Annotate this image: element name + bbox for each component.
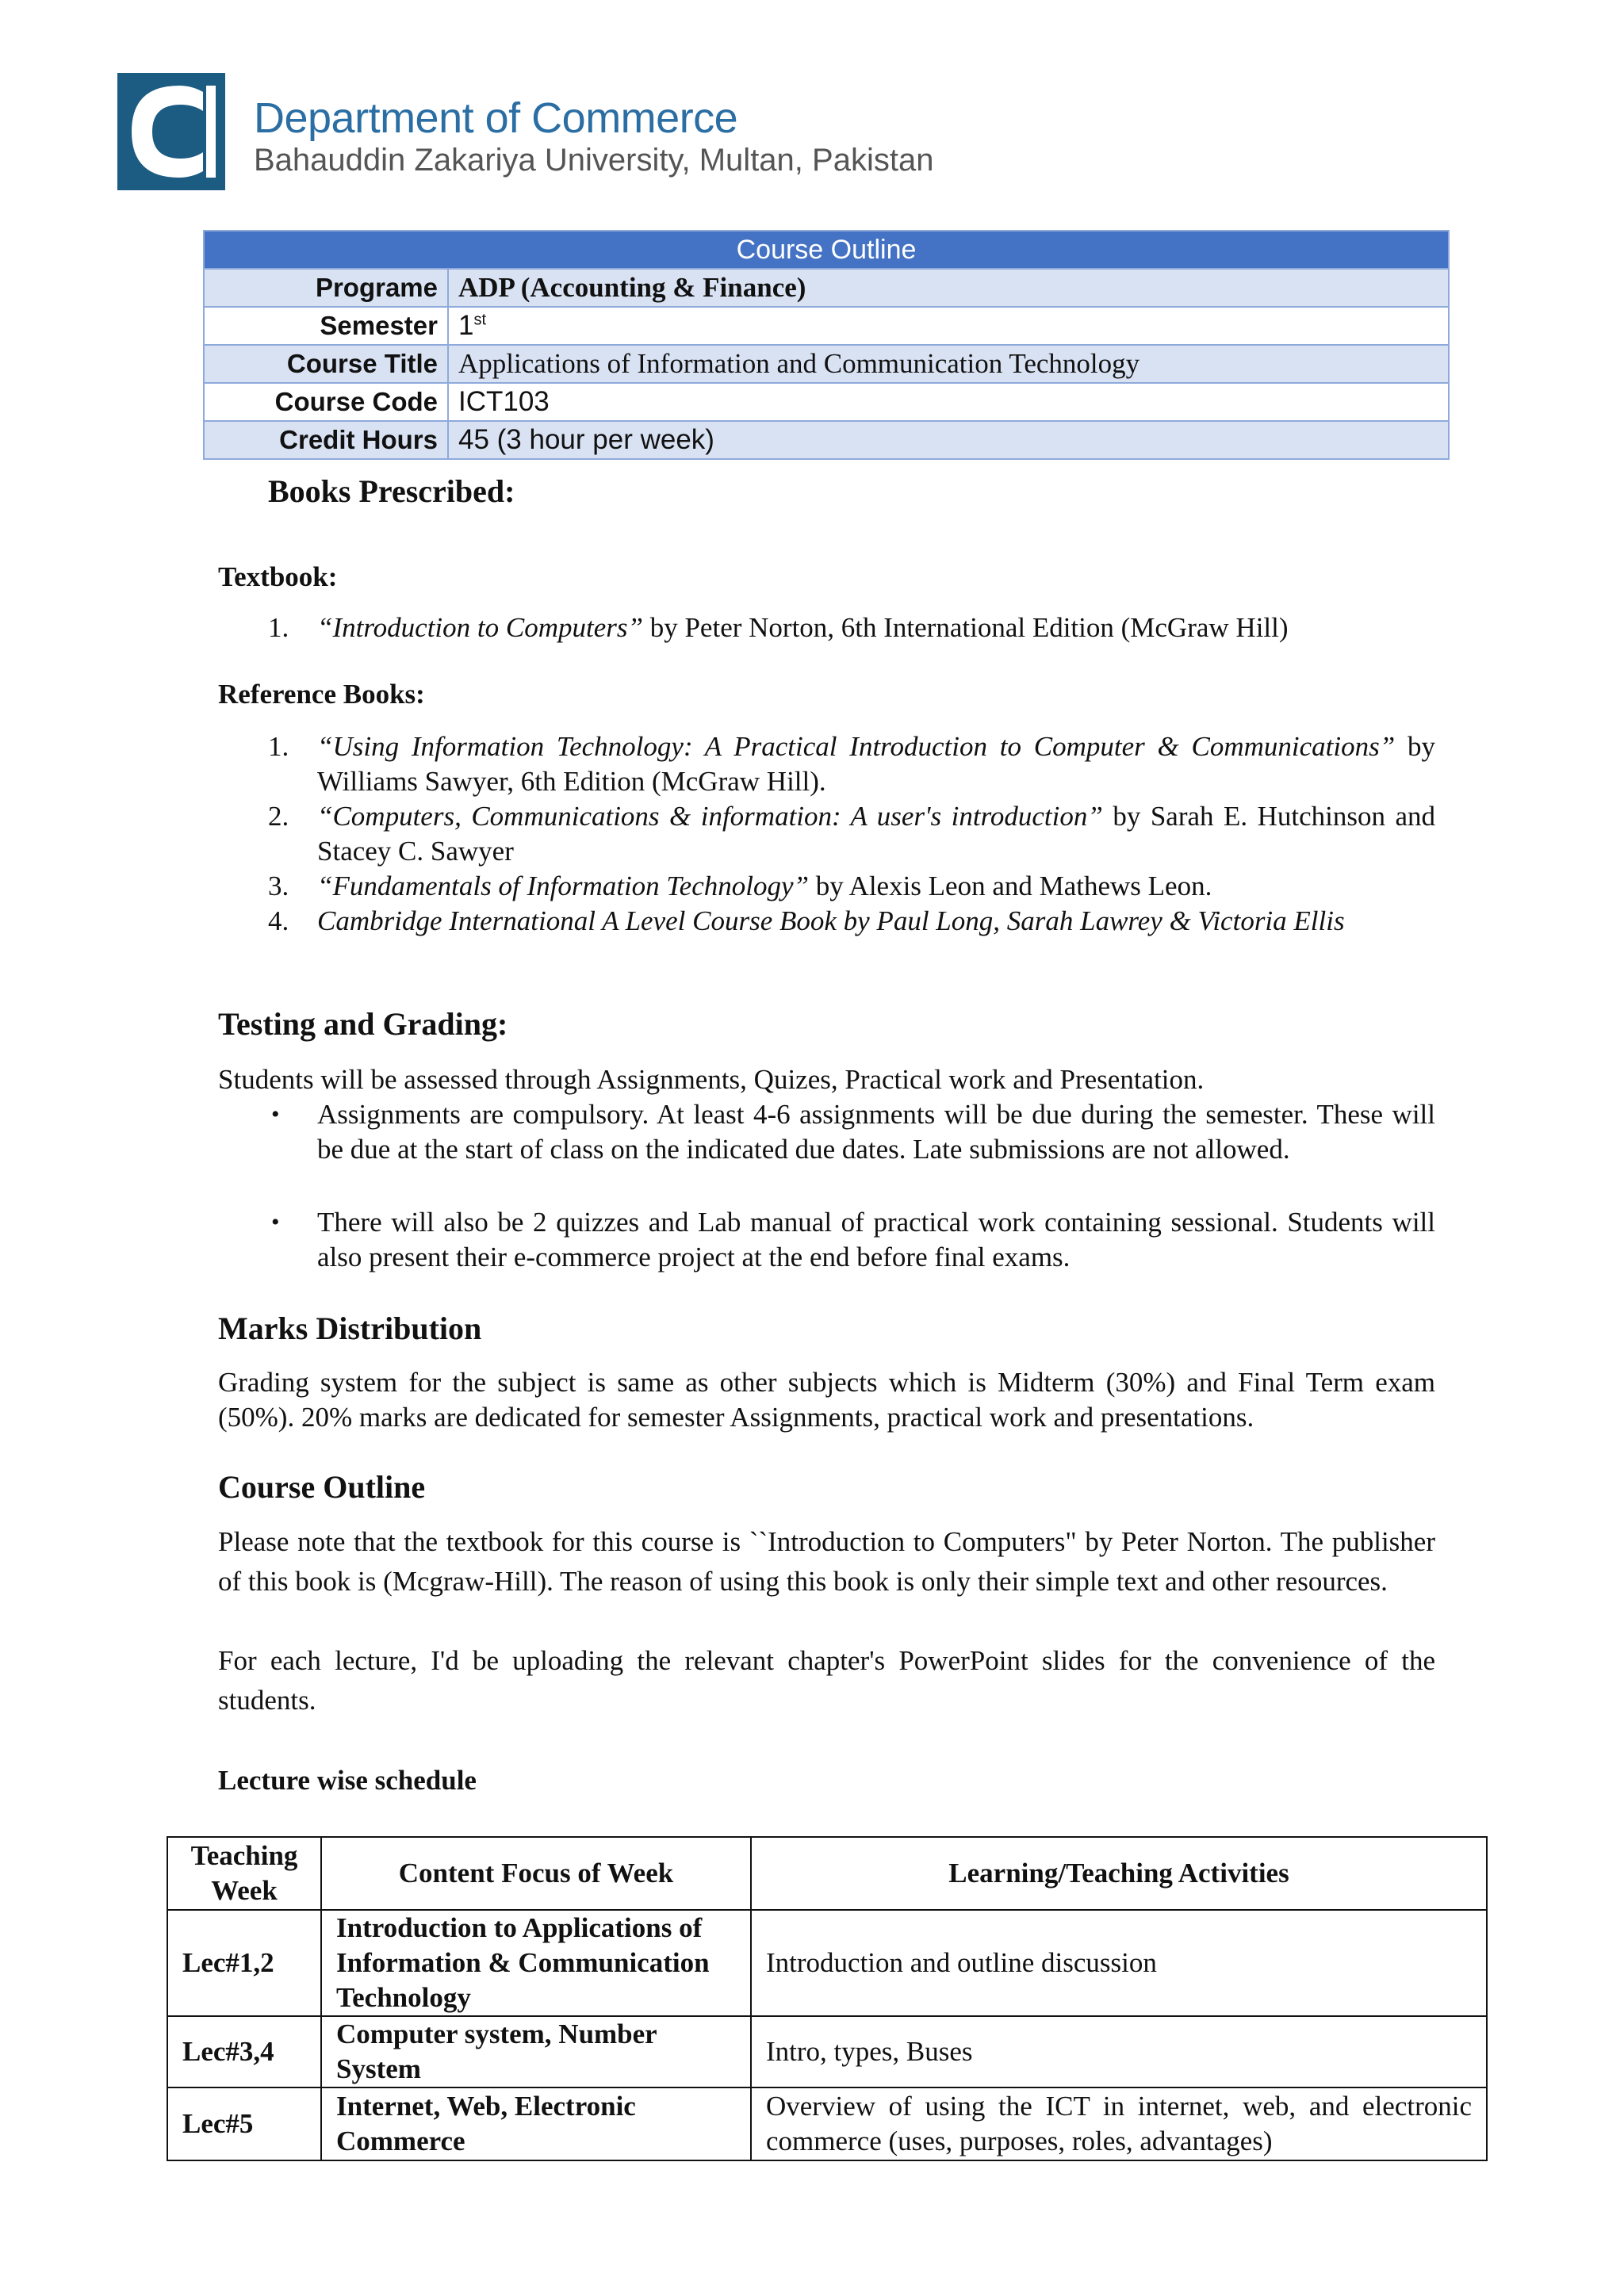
books-heading: Books Prescribed: xyxy=(268,473,515,509)
column-header-activities: Learning/Teaching Activities xyxy=(751,1837,1487,1910)
course-info-table xyxy=(203,230,1450,460)
course-code-value: ICT103 xyxy=(448,383,1449,421)
semester-value: 1st xyxy=(448,307,1449,345)
credit-hours-value: 45 (3 hour per week) xyxy=(448,421,1449,459)
list-item: 1. “Using Information Technology: A Practical Introduction to Computer & Communications” by Williams Sawyer, 6th Edition (McGraw Hill). xyxy=(268,731,1435,797)
department-name: Department of Commerce xyxy=(254,94,738,142)
list-item: 4. Cambridge International A Level Course Book by Paul Long, Sarah Lawrey & Victoria Ellis xyxy=(268,905,1345,936)
focus-cell: Introduction to Applications of Information & Communication Technology xyxy=(321,1910,751,2016)
semester-label: Semester xyxy=(204,307,448,345)
activity-cell: Overview of using the ICT in internet, web, and electronic commerce (uses, purposes, roles, advantages) xyxy=(751,2087,1487,2160)
textbook-heading: Textbook: xyxy=(218,561,338,592)
list-item: • Assignments are compulsory. At least 4-6 assignments will be due during the semester. These will be due at the start of class on the indicated due dates. Late submissions are not allowed. xyxy=(271,1099,1435,1165)
marks-text: Grading system for the subject is same as other subjects which is Midterm (30%) and Final Term exam (50%). 20% marks are dedicated for semester Assignments, practical work and presentations. xyxy=(218,1367,1435,1433)
university-name: Bahauddin Zakariya University, Multan, Pakistan xyxy=(254,143,934,178)
table-row xyxy=(204,421,1449,459)
schedule-table xyxy=(167,1836,1488,2161)
letter-c-logo-icon xyxy=(117,73,225,190)
course-code-label: Course Code xyxy=(204,383,448,421)
list-item: 1. “Introduction to Computers” by Peter Norton, 6th International Edition (McGraw Hill) xyxy=(268,612,1289,643)
list-item: • There will also be 2 quizzes and Lab manual of practical work containing sessional. Students will also present their e-commerce project at the end before final exams. xyxy=(271,1207,1435,1272)
bullet-icon: • xyxy=(271,1209,280,1235)
list-item: 3. “Fundamentals of Information Technology” by Alexis Leon and Mathews Leon. xyxy=(268,871,1212,901)
course-info-title: Course Outline xyxy=(204,231,1449,269)
marks-heading: Marks Distribution xyxy=(218,1311,482,1346)
table-row xyxy=(167,2016,1487,2087)
list-item: 2. “Computers, Communications & information: A user's introduction” by Sarah E. Hutchinson and Stacey C. Sawyer xyxy=(268,801,1436,867)
outline-paragraph-2: For each lecture, I'd be uploading the relevant chapter's PowerPoint slides for the convenience of the students. xyxy=(218,1645,1435,1716)
bullet-icon: • xyxy=(271,1101,280,1127)
outline-paragraph-1: Please note that the textbook for this course is ``Introduction to Computers" by Peter Norton. The publisher of this book is (Mcgraw-Hill). The reason of using this book is only their simple text and other resources. xyxy=(218,1526,1435,1597)
table-row xyxy=(204,345,1449,383)
programme-label: Programe xyxy=(204,269,448,307)
week-cell: Lec#3,4 xyxy=(167,2016,321,2087)
column-header-focus: Content Focus of Week xyxy=(321,1837,751,1910)
week-cell: Lec#5 xyxy=(167,2087,321,2160)
focus-cell: Internet, Web, Electronic Commerce xyxy=(321,2087,751,2160)
activity-cell: Intro, types, Buses xyxy=(751,2016,1487,2087)
table-row xyxy=(204,307,1449,345)
focus-cell: Computer system, Number System xyxy=(321,2016,751,2087)
credit-hours-label: Credit Hours xyxy=(204,421,448,459)
outline-heading: Course Outline xyxy=(218,1469,426,1505)
programme-value: ADP (Accounting & Finance) xyxy=(448,269,1449,307)
reference-books-heading: Reference Books: xyxy=(218,679,425,710)
activity-cell: Introduction and outline discussion xyxy=(751,1910,1487,2016)
table-row xyxy=(204,383,1449,421)
department-logo xyxy=(117,73,225,190)
table-row xyxy=(167,2087,1487,2160)
testing-intro: Students will be assessed through Assignments, Quizes, Practical work and Presentation. xyxy=(218,1064,1205,1095)
course-title-value: Applications of Information and Communication Technology xyxy=(448,345,1449,383)
course-title-label: Course Title xyxy=(204,345,448,383)
column-header-week: Teaching Week xyxy=(167,1837,321,1910)
table-row xyxy=(167,1910,1487,2016)
week-cell: Lec#1,2 xyxy=(167,1910,321,2016)
schedule-heading: Lecture wise schedule xyxy=(218,1765,477,1796)
testing-heading: Testing and Grading: xyxy=(218,1006,508,1042)
table-header-row xyxy=(167,1837,1487,1910)
table-row xyxy=(204,269,1449,307)
